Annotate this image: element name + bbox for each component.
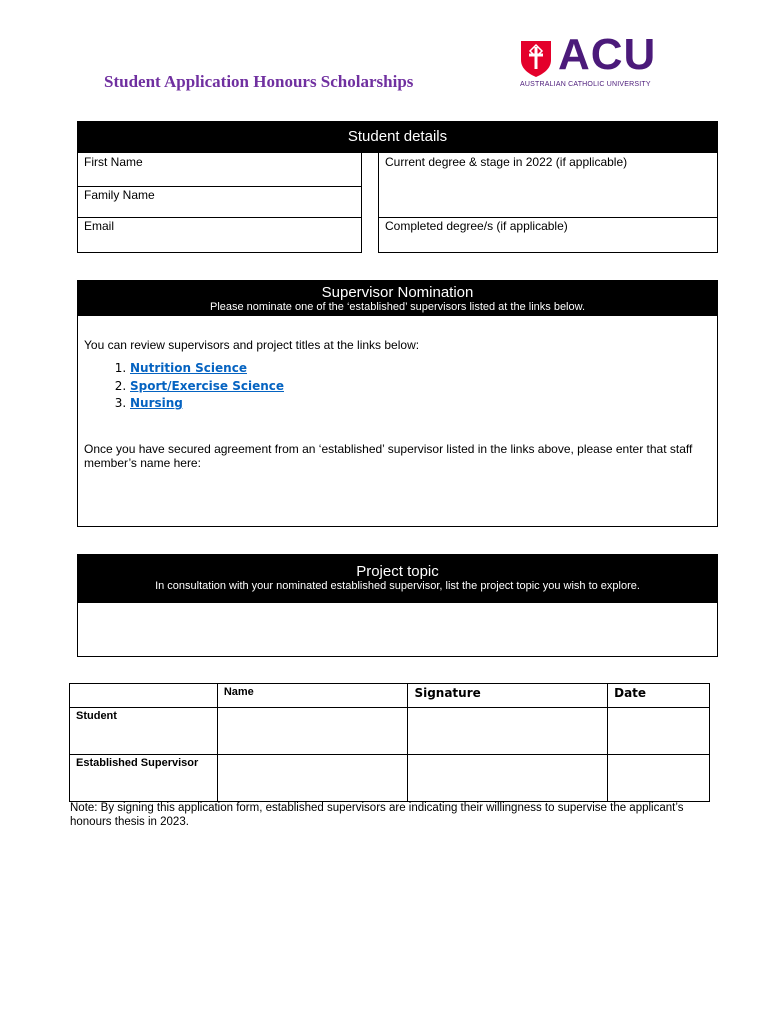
project-topic-input[interactable]	[78, 603, 717, 656]
student-left-box	[77, 152, 362, 253]
list-item	[130, 395, 284, 413]
project-section	[77, 554, 718, 657]
acu-logo	[520, 30, 670, 92]
table-header-row	[70, 684, 710, 708]
supervisor-instruction: Once you have secured agreement from an ‘established’ supervisor listed in the links above, please enter that staff member’s name here:	[84, 442, 693, 470]
student-name-cell[interactable]	[217, 708, 408, 755]
date-header: Date	[608, 684, 710, 708]
link-sport-exercise-science[interactable]: Sport/Exercise Science	[130, 378, 284, 393]
student-right-box	[378, 152, 718, 253]
family-name-field[interactable]: Family Name	[84, 188, 155, 202]
divider	[379, 217, 717, 218]
project-header	[78, 555, 717, 603]
signature-table	[69, 683, 710, 802]
supervisor-header	[78, 281, 717, 316]
supervisor-signature-cell[interactable]	[408, 755, 608, 802]
supervisor-intro: You can review supervisors and project titles at the links below:	[84, 338, 420, 352]
student-details-heading: Student details	[347, 128, 448, 145]
completed-degree-field[interactable]: Completed degree/s (if applicable)	[385, 219, 568, 233]
supervisor-name-cell[interactable]	[217, 755, 408, 802]
student-details-header	[77, 121, 718, 153]
signature-header: Signature	[408, 684, 608, 708]
link-nursing[interactable]: Nursing	[130, 396, 183, 410]
list-item	[130, 378, 284, 396]
supervisor-links-list	[84, 360, 284, 413]
project-subheading: In consultation with your nominated established supervisor, list the project topic you wish to explore.	[155, 580, 640, 592]
first-name-field[interactable]: First Name	[84, 155, 143, 169]
empty-header	[70, 684, 218, 708]
student-date-cell[interactable]	[608, 708, 710, 755]
current-degree-field[interactable]: Current degree & stage in 2022 (if applicable)	[385, 155, 628, 169]
student-row-label: Student	[70, 708, 218, 755]
supervisor-subheading: Please nominate one of the ‘established’ supervisors listed at the links below.	[209, 301, 586, 313]
table-row	[70, 755, 710, 802]
logo-subtitle: AUSTRALIAN CATHOLIC UNIVERSITY	[520, 81, 651, 88]
link-nutrition-science[interactable]: Nutrition Science	[130, 361, 247, 375]
supervisor-row-label: Established Supervisor	[70, 755, 218, 802]
supervisor-name-input[interactable]	[84, 475, 704, 520]
signing-note: Note: By signing this application form, established supervisors are indicating their willingness to supervise the applicant’s honours thesis in 2023.	[70, 802, 684, 828]
email-field[interactable]: Email	[84, 219, 115, 233]
project-heading: Project topic	[356, 563, 439, 580]
shield-icon	[520, 40, 552, 78]
list-item	[130, 360, 284, 378]
supervisor-date-cell[interactable]	[608, 755, 710, 802]
name-header: Name	[217, 684, 408, 708]
supervisor-heading: Supervisor Nomination	[321, 284, 474, 301]
divider	[78, 186, 361, 187]
document-title: Student Application Honours Scholarships	[104, 72, 414, 91]
table-row	[70, 708, 710, 755]
logo-wordmark: ACU	[558, 30, 657, 79]
student-signature-cell[interactable]	[408, 708, 608, 755]
divider	[78, 217, 361, 218]
